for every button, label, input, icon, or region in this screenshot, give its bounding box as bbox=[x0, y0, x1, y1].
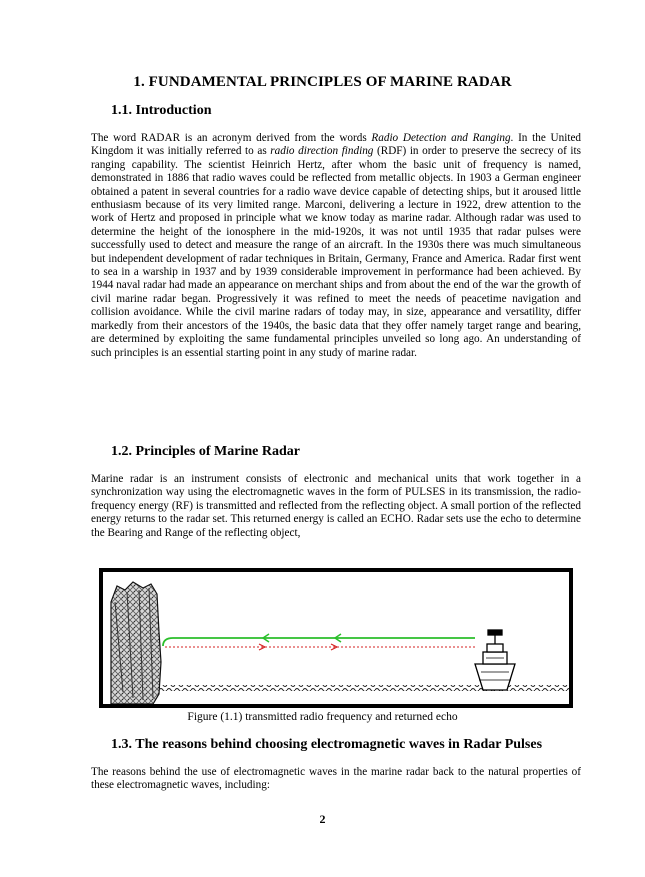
intro-text-3: (RDF) in order to preserve the secrecy of its ranging capability. The scientist Heinrich Hertz, after whom the basic unit of frequency is named, demonstrated in 1886 that radio waves could be reflected from metallic objects. In 1903 a German engineer obtained a patent in several countries for a radio wave device capable of detecting ships, but it aroused little enthusiasm because of its very limited range. Marconi, delivering a lecture in 1922, drew attention to the work of Hertz and proposed in principle what we know today as marine radar. Although radar was used to determine the height of the ionosphere in the mid-1920s, it was not until 1935 that radar pulses were successfully used to detect and measure the range of an aircraft. In the 1930s there was much simultaneous but independent development of radar techniques in Britain, Germany, France and America. Radar first went to sea in a warship in 1937 and by 1939 considerable improvement in performance had been achieved. By 1944 naval radar had made an appearance on merchant ships and from about the end of the war the growth of civil marine radar began. Progressively it was refined to meet the needs of peacetime navigation and collision avoidance. While the civil marine radars of today may, in size, appearance and versatility, differ markedly from their ancestors of the 1940s, the basic data that they offer namely target range and bearing, are determined by exploiting the same fundamental principles unveiled so long ago. An understanding of such principles is an essential starting point in any study of marine radar. bbox=[91, 145, 581, 359]
section-heading-reasons: 1.3. The reasons behind choosing electromagnetic waves in Radar Pulses bbox=[111, 737, 543, 752]
radar-diagram bbox=[103, 572, 569, 704]
intro-emphasis-rdf: radio direction finding bbox=[270, 145, 374, 158]
chapter-heading bbox=[0, 74, 645, 91]
reasons-paragraph: The reasons behind the use of electromagnetic waves in the marine radar back to the natural properties of these electromagnetic waves, including: bbox=[91, 766, 581, 792]
page-number: 2 bbox=[319, 812, 326, 826]
intro-emphasis-radar: Radio Detection and Ranging bbox=[371, 132, 511, 144]
intro-text-1: The word RADAR is an acronym derived from the words bbox=[91, 132, 372, 144]
chapter-number: 1. bbox=[133, 74, 145, 90]
ship bbox=[475, 630, 515, 690]
section-heading-principles: 1.2. Principles of Marine Radar bbox=[111, 444, 300, 459]
introduction-paragraph bbox=[91, 132, 581, 360]
intro-text-2: . In the United Kingdom it was initially referred to as bbox=[91, 132, 582, 158]
principles-paragraph: Marine radar is an instrument consists of electronic and mechanical units that work together in a synchronization way using the electromagnetic waves in the form of PULSES in its transmission, the radio-frequency energy (RF) is transmitted and reflected from the reflecting object. A small portion of the reflected energy returns to the radar set. This returned energy is called an ECHO. Radar sets use the echo to determine the Bearing and Range of the reflecting object, bbox=[91, 473, 581, 539]
figure-caption: Figure (1.1) transmitted radio frequency and returned echo bbox=[187, 711, 458, 723]
radar-figure bbox=[99, 568, 573, 708]
chapter-title: FUNDAMENTAL PRINCIPLES OF MARINE RADAR bbox=[148, 74, 512, 90]
section-heading-introduction: 1.1. Introduction bbox=[111, 103, 212, 118]
transmitted-pulse-line bbox=[163, 638, 475, 646]
